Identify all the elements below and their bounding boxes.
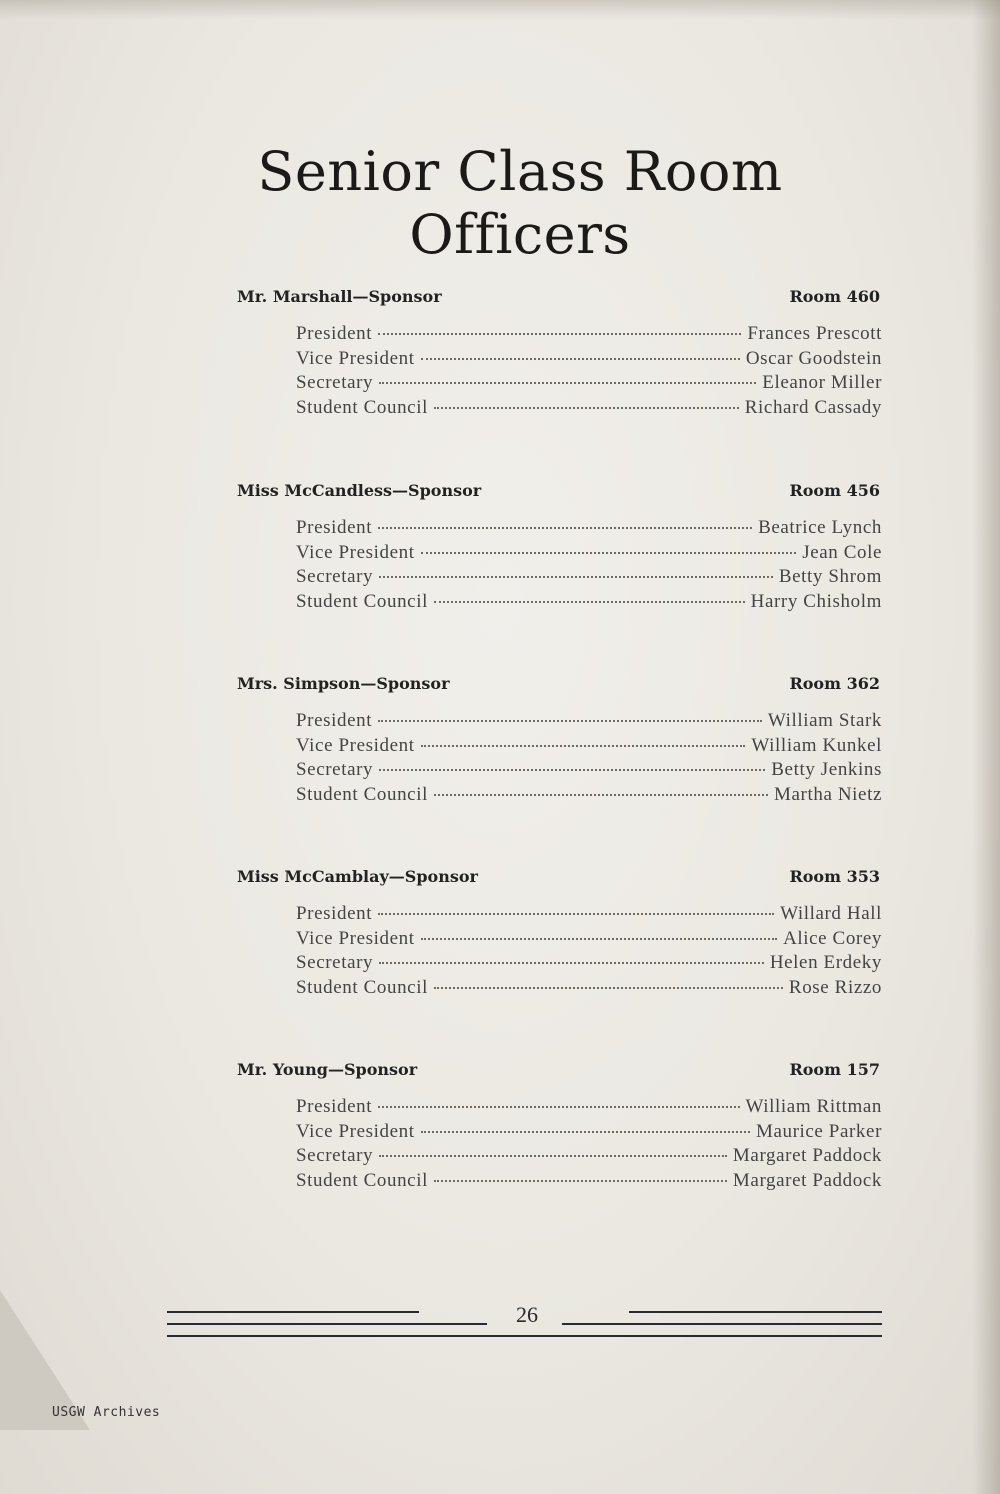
officer-role: Vice President (296, 541, 415, 563)
officer-name: Margaret Paddock (732, 1145, 882, 1166)
officer-name: Harry Chisholm (750, 590, 882, 612)
section-header (237, 481, 882, 505)
dot-leader (379, 962, 764, 964)
sponsor-label: Miss McCandless—Sponsor (237, 481, 482, 500)
officer-row (296, 1145, 882, 1170)
dot-leader (379, 576, 773, 578)
dot-leader (421, 1131, 750, 1133)
officer-role: Student Council (296, 590, 428, 612)
officer-name: Eleanor Miller (762, 372, 882, 393)
page-number: 26 (516, 1302, 538, 1327)
officer-role: Secretary (296, 759, 374, 780)
footer-rule-right-middle (562, 1323, 882, 1325)
dot-leader (421, 938, 777, 940)
officer-name: Martha Nietz (774, 783, 882, 805)
sponsor-label: Mr. Marshall—Sponsor (237, 287, 442, 306)
room-section (237, 287, 882, 421)
footer-rule-left-middle (167, 1323, 487, 1325)
officer-name: Alice Corey (783, 927, 882, 949)
officer-row (296, 784, 882, 809)
officer-role: President (296, 517, 373, 538)
officer-role: Secretary (296, 1145, 374, 1166)
officer-role: Student Council (296, 396, 428, 418)
officer-name: Helen Erdeky (769, 952, 882, 973)
dot-leader (379, 769, 765, 771)
dot-leader (379, 1155, 727, 1157)
officer-role: Student Council (296, 1169, 428, 1191)
officer-row (296, 566, 882, 591)
officer-name: William Kunkel (751, 734, 882, 756)
officer-role: President (296, 1096, 373, 1117)
officer-role: Vice President (296, 927, 415, 949)
officer-role: Vice President (296, 347, 415, 369)
room-label: Room 456 (789, 481, 880, 500)
officer-name: Rose Rizzo (788, 976, 882, 998)
officer-list (296, 903, 882, 1001)
archive-watermark: USGW Archives (52, 1405, 161, 1420)
officer-row (296, 1096, 882, 1121)
officer-row (296, 397, 882, 422)
officer-row (296, 759, 882, 784)
dot-leader (434, 407, 739, 409)
officer-name: Beatrice Lynch (758, 517, 882, 538)
sponsor-label: Mrs. Simpson—Sponsor (237, 674, 450, 693)
officer-list (296, 710, 882, 808)
officer-row (296, 348, 882, 373)
officer-row (296, 928, 882, 953)
officer-row (296, 903, 882, 928)
sponsor-label: Mr. Young—Sponsor (237, 1060, 418, 1079)
officer-name: Jean Cole (802, 541, 882, 563)
dot-leader (434, 987, 783, 989)
officer-row (296, 977, 882, 1002)
officer-name: Betty Shrom (778, 566, 882, 587)
officer-role: Student Council (296, 976, 428, 998)
officer-name: William Rittman (745, 1096, 882, 1117)
officer-name: Betty Jenkins (771, 759, 882, 780)
officer-role: Secretary (296, 566, 374, 587)
officer-role: Student Council (296, 783, 428, 805)
footer-rule-left-top (167, 1311, 419, 1313)
dot-leader (378, 1106, 739, 1108)
page-footer (167, 1300, 882, 1340)
officer-role: President (296, 323, 373, 344)
officer-list (296, 1096, 882, 1194)
officer-row (296, 710, 882, 735)
dot-leader (378, 913, 774, 915)
dot-leader (434, 1180, 727, 1182)
officer-role: President (296, 710, 373, 731)
section-header (237, 674, 882, 698)
room-label: Room 460 (789, 287, 880, 306)
officer-row (296, 372, 882, 397)
officer-list (296, 517, 882, 615)
room-label: Room 353 (789, 867, 880, 886)
room-label: Room 157 (789, 1060, 880, 1079)
officer-name: Richard Cassady (744, 396, 882, 418)
dot-leader (421, 358, 740, 360)
officer-row (296, 1121, 882, 1146)
footer-rule-bottom (167, 1335, 882, 1337)
room-section (237, 1060, 882, 1194)
dot-leader (434, 794, 768, 796)
footer-rule-right-top (629, 1311, 882, 1313)
officer-name: Willard Hall (780, 903, 882, 924)
dot-leader (379, 382, 756, 384)
officer-name: William Stark (767, 710, 882, 731)
officer-row (296, 735, 882, 760)
officer-name: Frances Prescott (747, 323, 882, 344)
sponsor-label: Miss McCamblay—Sponsor (237, 867, 478, 886)
room-section (237, 481, 882, 615)
dot-leader (378, 720, 762, 722)
section-header (237, 1060, 882, 1084)
section-header (237, 287, 882, 311)
dot-leader (421, 552, 797, 554)
officer-role: Vice President (296, 1120, 415, 1142)
officer-row (296, 517, 882, 542)
page-shadow-right (972, 0, 1000, 1494)
room-section (237, 674, 882, 808)
officer-role: Vice President (296, 734, 415, 756)
officer-row (296, 1170, 882, 1195)
dot-leader (421, 745, 746, 747)
officer-row (296, 591, 882, 616)
section-header (237, 867, 882, 891)
page-shadow-top (0, 0, 1000, 20)
dot-leader (434, 601, 745, 603)
officer-list (296, 323, 882, 421)
officer-name: Margaret Paddock (732, 1169, 882, 1191)
officer-role: Secretary (296, 372, 374, 393)
room-section (237, 867, 882, 1001)
officer-row (296, 323, 882, 348)
room-label: Room 362 (789, 674, 880, 693)
officer-row (296, 952, 882, 977)
dot-leader (378, 333, 741, 335)
officer-role: President (296, 903, 373, 924)
officer-name: Oscar Goodstein (745, 347, 882, 369)
officer-role: Secretary (296, 952, 374, 973)
dot-leader (378, 527, 752, 529)
page-title: Senior Class Room Officers (257, 140, 783, 266)
officer-row (296, 542, 882, 567)
officer-name: Maurice Parker (755, 1120, 882, 1142)
